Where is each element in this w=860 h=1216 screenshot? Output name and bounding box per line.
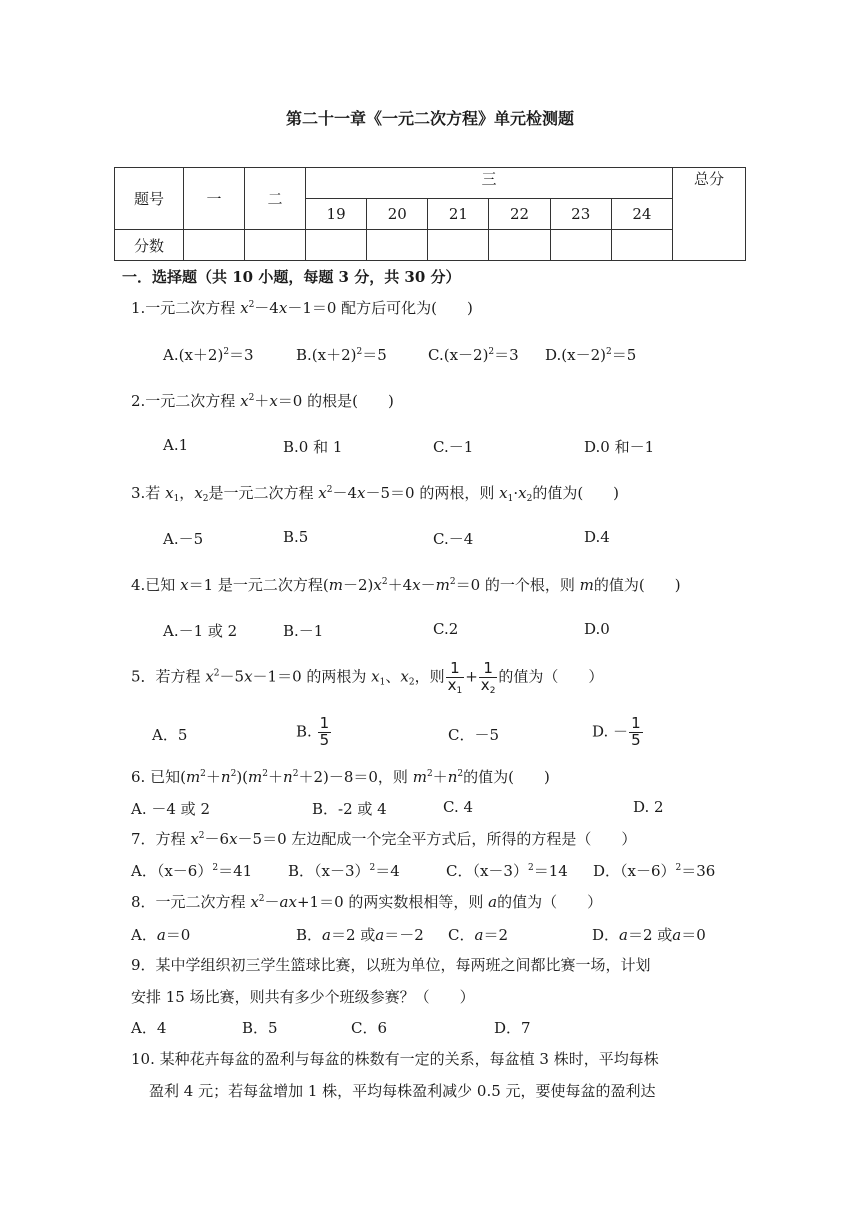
- score-table-header-1: 一: [184, 168, 245, 230]
- question-6-option-c[interactable]: C. 4: [443, 798, 474, 816]
- score-cell[interactable]: [245, 230, 306, 261]
- question-9-option-c[interactable]: C．6: [351, 1019, 388, 1037]
- question-7-option-a[interactable]: A．$(x-6)^2=41$: [131, 862, 253, 880]
- question-1-option-d[interactable]: $D.(x-2)^2=5$: [545, 346, 637, 364]
- question-6-option-d[interactable]: D. 2: [633, 798, 664, 816]
- question-3-option-b[interactable]: B.5: [283, 528, 309, 546]
- question-4-option-d[interactable]: D.0: [584, 620, 610, 638]
- question-7-option-c[interactable]: C．$(x-3)^2=14$: [446, 862, 568, 880]
- question-1-option-c[interactable]: $C.(x-2)^2=3$: [428, 346, 519, 364]
- question-5: 5．若方程 $x^2-5x-1=0$ 的两根为 $x_1$、$x_2$，则 $\frac{1}{x_1}$ + $\frac{1}{x_2}$ 的值为（ ）: [131, 659, 604, 696]
- question-2-option-b[interactable]: B.0 和 1: [283, 438, 343, 456]
- score-table-subcol: 21: [428, 199, 489, 230]
- score-table-header-2: 二: [245, 168, 306, 230]
- score-table-subcol: 23: [550, 199, 611, 230]
- score-cell[interactable]: [428, 230, 489, 261]
- question-9-option-d[interactable]: D．7: [494, 1019, 531, 1037]
- question-5-option-a[interactable]: A．5: [152, 726, 188, 744]
- score-table-header-total: 总分: [673, 168, 746, 261]
- score-table-subcol: 22: [489, 199, 550, 230]
- question-4-option-a[interactable]: A.－1 或 2: [163, 622, 238, 640]
- question-5-option-c[interactable]: C．－5: [448, 726, 500, 744]
- score-table-header-3: 三: [306, 168, 673, 199]
- question-2-option-d[interactable]: D.0 和－1: [584, 438, 655, 456]
- score-table-subcol: 20: [367, 199, 428, 230]
- score-cell[interactable]: [367, 230, 428, 261]
- question-3: 3.若 $x_1$，$x_2$是一元二次方程 $x^2-4x-5=0$ 的两根，则 $x_1\cdot x_2$的值为( ): [131, 484, 620, 504]
- question-8-option-a[interactable]: A．a＝0: [131, 926, 191, 944]
- question-2: 2.一元二次方程 $x^2+x=0$ 的根是( ): [131, 392, 394, 410]
- question-7-option-b[interactable]: B．$(x-3)^2=4$: [288, 862, 400, 880]
- question-3-option-d[interactable]: D.4: [584, 528, 610, 546]
- question-6-option-a[interactable]: A. －4 或 2: [131, 800, 210, 818]
- question-9-option-a[interactable]: A．4: [131, 1019, 167, 1037]
- question-1-option-a[interactable]: $A.(x+2)^2=3$: [163, 346, 254, 364]
- question-6: 6. 已知$(m^2+n^2)(m^2+n^2+2)-8=0$，则 $m^2+n^2$的值为( ): [131, 768, 550, 786]
- score-cell[interactable]: [611, 230, 672, 261]
- question-9-line-1: 9．某中学组织初三学生篮球比赛，以班为单位，每两班之间都比赛一场，计划: [131, 956, 651, 974]
- score-table-subcol: 19: [306, 199, 367, 230]
- question-2-option-c[interactable]: C.－1: [433, 438, 474, 456]
- question-3-option-a[interactable]: A.－5: [163, 530, 204, 548]
- fraction: $\frac{1}{x_2}$: [480, 659, 496, 696]
- question-10-line-2: 盈利 4 元；若每盆增加 1 株，平均每株盈利减少 0.5 元，要使每盆的盈利达: [149, 1082, 656, 1100]
- question-1: 1.一元二次方程 $x^2-4x-1=0$ 配方后可化为( ): [131, 299, 473, 317]
- question-6-option-b[interactable]: B．-2 或 4: [312, 800, 387, 818]
- question-8-option-d[interactable]: D．a＝2 或a＝0: [592, 926, 706, 944]
- question-2-option-a[interactable]: A.1: [163, 436, 189, 454]
- question-8-option-c[interactable]: C．a＝2: [448, 926, 508, 944]
- fraction: $\frac{1}{x_1}$: [447, 659, 463, 696]
- question-7: 7．方程 $x^2-6x-5=0$ 左边配成一个完全平方式后，所得的方程是（ ）: [131, 830, 637, 848]
- score-cell[interactable]: [550, 230, 611, 261]
- section-heading: 一．选择题（共 10 小题，每题 3 分，共 30 分）: [122, 268, 461, 286]
- question-5-option-b[interactable]: B. $\frac{1}{5}$: [296, 714, 330, 749]
- score-cell[interactable]: [489, 230, 550, 261]
- question-9-line-2: 安排 15 场比赛，则共有多少个班级参赛？（ ）: [131, 988, 475, 1006]
- question-10-line-1: 10. 某种花卉每盆的盈利与每盆的株数有一定的关系，每盆植 3 株时，平均每株: [131, 1050, 659, 1068]
- page-title: 第二十一章《一元二次方程》单元检测题: [285, 109, 574, 128]
- question-4: 4.已知 x＝1 是一元二次方程$(m-2)x^2+4x-m^2=0$ 的一个根，则 m的值为( ): [131, 576, 681, 594]
- score-table-row-label: 分数: [115, 230, 184, 261]
- question-8-option-b[interactable]: B．a＝2 或a＝－2: [296, 926, 424, 944]
- question-3-option-c[interactable]: C.－4: [433, 530, 474, 548]
- question-7-option-d[interactable]: D．$(x-6)^2=36$: [593, 862, 716, 880]
- score-cell[interactable]: [184, 230, 245, 261]
- question-9-option-b[interactable]: B．5: [242, 1019, 278, 1037]
- question-4-option-c[interactable]: C.2: [433, 620, 459, 638]
- score-table-header-tihao: 题号: [115, 168, 184, 230]
- question-1-option-b[interactable]: $B.(x+2)^2=5$: [296, 346, 387, 364]
- question-4-option-b[interactable]: B.－1: [283, 622, 324, 640]
- score-table: [114, 167, 746, 261]
- question-5-option-d[interactable]: D. － $\frac{1}{5}$: [592, 714, 641, 749]
- score-cell[interactable]: [306, 230, 367, 261]
- question-8: 8．一元二次方程 $x^2-ax+1=0$ 的两实数根相等，则 a的值为（ ）: [131, 893, 603, 911]
- score-table-subcol: 24: [611, 199, 672, 230]
